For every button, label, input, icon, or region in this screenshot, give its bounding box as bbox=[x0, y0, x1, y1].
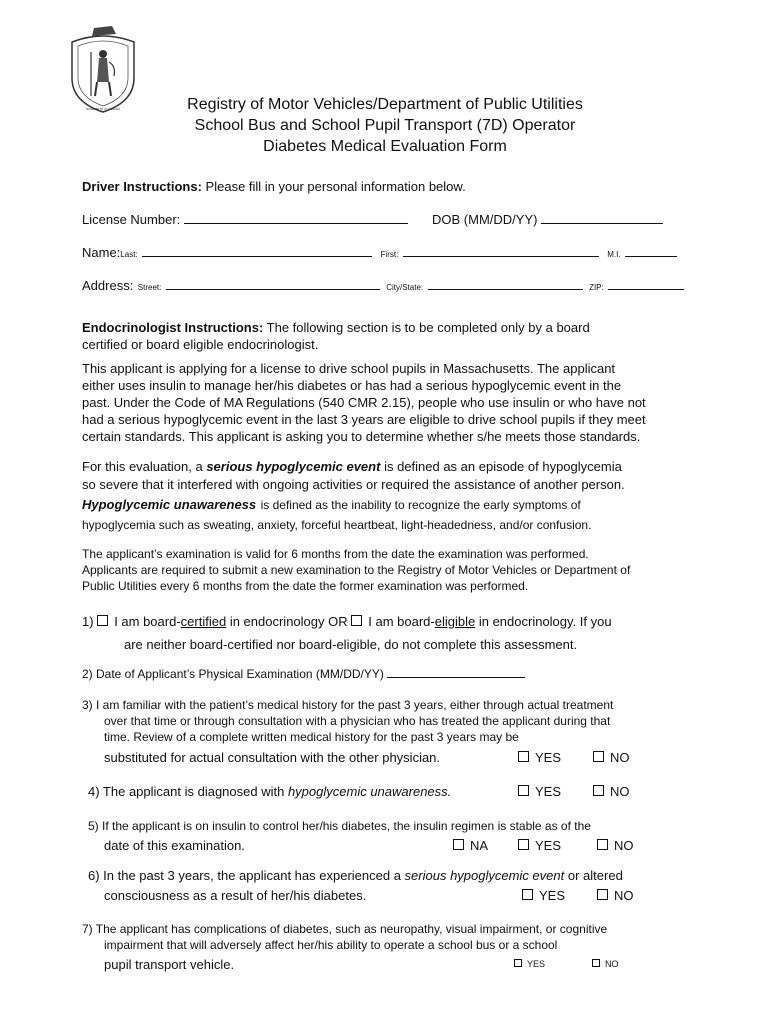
q4-no-option[interactable] bbox=[593, 783, 630, 800]
driver-instructions-text: Please fill in your personal information below. bbox=[205, 179, 466, 194]
endocrinologist-heading-text-2: certified or board eligible endocrinologist. bbox=[82, 337, 319, 352]
q5-na-checkbox[interactable] bbox=[453, 839, 464, 850]
yes-label: YES bbox=[535, 784, 562, 799]
q7-yes-checkbox[interactable] bbox=[514, 959, 522, 967]
city-state-label: City/State: bbox=[386, 283, 424, 292]
middle-initial-label: M.I. bbox=[607, 250, 621, 259]
question-text: I am board- bbox=[114, 614, 181, 629]
question-5: 5) If the applicant is on insulin to control her/his diabetes, the insulin regimen is stable as of the bbox=[88, 819, 591, 833]
question-3-line-4: substituted for actual consultation with the other physician. bbox=[104, 750, 441, 765]
question-text: 6) In the past 3 years, the applicant has experienced a bbox=[88, 868, 401, 883]
definition-text: is defined as the inability to recognize the early symptoms of bbox=[260, 498, 581, 512]
applicant-description-line: past. Under the Code of MA Regulations (540 CMR 2.15), people who use insulin or who have not bbox=[82, 395, 646, 410]
yes-label: YES bbox=[535, 838, 562, 853]
city-state-field[interactable] bbox=[428, 277, 583, 290]
question-5-line-2: date of this examination. bbox=[104, 838, 245, 853]
serious-hypoglycemic-term: serious hypoglycemic event bbox=[206, 459, 381, 474]
street-field[interactable] bbox=[166, 277, 380, 290]
q6-yes-checkbox[interactable] bbox=[522, 889, 533, 900]
no-label: NO bbox=[614, 838, 634, 853]
question-text: over that time or through consultation with a physician who has treated the applicant during that bbox=[104, 714, 611, 728]
applicant-description-line: certain standards. This applicant is asking you to determine whether s/he meets those standards. bbox=[82, 429, 641, 444]
question-text: in endocrinology OR bbox=[229, 614, 348, 629]
definition-text: is defined as an episode of hypoglycemia bbox=[384, 459, 622, 474]
endocrinologist-heading-text: The following section is to be completed only by a board bbox=[266, 320, 590, 335]
address-row bbox=[82, 277, 684, 295]
dob-row bbox=[432, 211, 663, 228]
question-text: time. Review of a complete written medical history for the past 3 years may be bbox=[104, 730, 519, 744]
question-text: 2) Date of Applicant’s Physical Examination (MM/DD/YY) bbox=[82, 667, 384, 681]
last-name-label: Last: bbox=[120, 250, 138, 259]
zip-label: ZIP: bbox=[589, 283, 604, 292]
q6-yes-option[interactable] bbox=[522, 887, 565, 904]
exam-date-field[interactable] bbox=[387, 665, 525, 678]
q7-no-option[interactable] bbox=[592, 959, 619, 969]
street-label: Street: bbox=[137, 283, 162, 292]
hypoglycemic-unawareness-term: Hypoglycemic unawareness bbox=[82, 497, 257, 512]
svg-text:ENSE PETIT PLACIDAM: ENSE PETIT PLACIDAM bbox=[86, 107, 120, 111]
board-eligible-checkbox[interactable] bbox=[351, 615, 362, 626]
q4-no-checkbox[interactable] bbox=[593, 785, 604, 796]
question-1-line-2: are neither board-certified nor board-eligible, do not complete this assessment. bbox=[124, 637, 578, 652]
examination-validity-line: Applicants are required to submit a new examination to the Registry of Motor Vehicles or Department of bbox=[82, 563, 631, 577]
question-6 bbox=[88, 867, 623, 884]
applicant-description-line: had a serious hypoglycemic event in the last 3 years are eligible to drive school pupils if they meet bbox=[82, 412, 646, 427]
serious-hypoglycemic-term: serious hypoglycemic event bbox=[404, 868, 565, 883]
q5-no-checkbox[interactable] bbox=[597, 839, 608, 850]
form-title-line-2: School Bus and School Pupil Transport (7D) Operator bbox=[194, 117, 576, 134]
q4-yes-option[interactable] bbox=[518, 783, 561, 800]
applicant-description-line: This applicant is applying for a license to drive school pupils in Massachusetts. The applicant bbox=[82, 361, 616, 376]
question-text: I am board- bbox=[368, 614, 435, 629]
endocrinologist-instructions bbox=[82, 319, 590, 336]
definition-text: For this evaluation, a bbox=[82, 459, 203, 474]
eligible-text: eligible bbox=[434, 614, 476, 629]
q7-yes-option[interactable] bbox=[514, 959, 545, 969]
na-label: NA bbox=[470, 838, 489, 853]
no-label: NO bbox=[610, 750, 630, 765]
q3-no-checkbox[interactable] bbox=[593, 751, 604, 762]
examination-validity bbox=[82, 546, 630, 594]
name-label: Name: bbox=[82, 245, 121, 260]
endocrinologist-heading: Endocrinologist Instructions: bbox=[82, 320, 264, 335]
question-text: impairment that will adversely affect her/his ability to operate a school bus or a school bbox=[104, 938, 558, 952]
q6-no-checkbox[interactable] bbox=[597, 889, 608, 900]
yes-label: YES bbox=[535, 750, 562, 765]
q6-no-option[interactable] bbox=[597, 887, 634, 904]
q5-no-option[interactable] bbox=[597, 837, 634, 854]
question-6-line-2: consciousness as a result of her/his diabetes. bbox=[104, 888, 367, 903]
definition-text-line-2: hypoglycemia such as sweating, anxiety, forceful heartbeat, light-headedness, and/or confusion. bbox=[82, 518, 592, 532]
driver-instructions-heading: Driver Instructions: bbox=[82, 179, 202, 194]
license-number-field[interactable] bbox=[184, 211, 408, 224]
first-name-field[interactable] bbox=[403, 244, 599, 257]
yes-label: YES bbox=[527, 959, 546, 969]
last-name-field[interactable] bbox=[142, 244, 372, 257]
question-text: or altered bbox=[567, 868, 623, 883]
applicant-description-line: either uses insulin to manage her/his diabetes or has had a serious hypoglycemic event in the bbox=[82, 378, 622, 393]
definition-text-line-2: so severe that it interfered with ongoing activities or required the assistance of another person. bbox=[82, 477, 625, 492]
q7-no-checkbox[interactable] bbox=[592, 959, 600, 967]
dob-label: DOB (MM/DD/YY) bbox=[432, 212, 538, 227]
question-7 bbox=[82, 921, 607, 953]
question-4 bbox=[88, 783, 451, 800]
form-title-line-3: Diabetes Medical Evaluation Form bbox=[263, 138, 507, 155]
board-certified-checkbox[interactable] bbox=[97, 615, 108, 626]
question-number: 1) bbox=[82, 614, 94, 629]
license-number-row bbox=[82, 211, 408, 228]
form-title-line-1: Registry of Motor Vehicles/Department of Public Utilities bbox=[187, 96, 583, 113]
driver-instructions bbox=[82, 178, 466, 195]
address-label: Address: bbox=[82, 278, 134, 293]
examination-validity-line: The applicant’s examination is valid for 6 months from the date the examination was performed. bbox=[82, 547, 589, 561]
examination-validity-line: Public Utilities every 6 months from the date the former examination was performed. bbox=[82, 579, 529, 593]
question-text: 4) The applicant is diagnosed with bbox=[88, 784, 285, 799]
yes-label: YES bbox=[539, 888, 566, 903]
certified-text: certified bbox=[180, 614, 227, 629]
question-text: 3) I am familiar with the patient’s medical history for the past 3 years, either through actual treatment bbox=[82, 698, 614, 712]
serious-hypoglycemic-definition bbox=[82, 458, 622, 475]
no-label: NO bbox=[614, 888, 634, 903]
name-row bbox=[82, 244, 677, 262]
hypoglycemic-unawareness-term: hypoglycemic unawareness. bbox=[287, 784, 452, 799]
q5-yes-option[interactable] bbox=[518, 837, 561, 854]
applicant-description bbox=[82, 360, 646, 445]
q3-no-option[interactable] bbox=[593, 749, 630, 766]
dob-field[interactable] bbox=[541, 211, 663, 224]
first-name-label: First: bbox=[380, 250, 399, 259]
no-label: NO bbox=[605, 959, 619, 969]
q3-yes-checkbox[interactable] bbox=[518, 751, 529, 762]
q3-yes-option[interactable] bbox=[518, 749, 561, 766]
question-2 bbox=[82, 665, 525, 682]
question-3 bbox=[82, 697, 613, 745]
question-text: 7) The applicant has complications of diabetes, such as neuropathy, visual impairment, or cognitive bbox=[82, 922, 608, 936]
q5-yes-checkbox[interactable] bbox=[518, 839, 529, 850]
no-label: NO bbox=[610, 784, 630, 799]
q4-yes-checkbox[interactable] bbox=[518, 785, 529, 796]
zip-field[interactable] bbox=[608, 277, 684, 290]
question-text: in endocrinology. If you bbox=[478, 614, 612, 629]
question-7-line-3: pupil transport vehicle. bbox=[104, 957, 235, 972]
license-number-label: License Number: bbox=[82, 212, 181, 227]
middle-initial-field[interactable] bbox=[625, 244, 677, 257]
question-1 bbox=[82, 613, 612, 630]
hypoglycemic-unawareness-definition bbox=[82, 496, 581, 514]
q5-na-option[interactable] bbox=[453, 837, 488, 854]
